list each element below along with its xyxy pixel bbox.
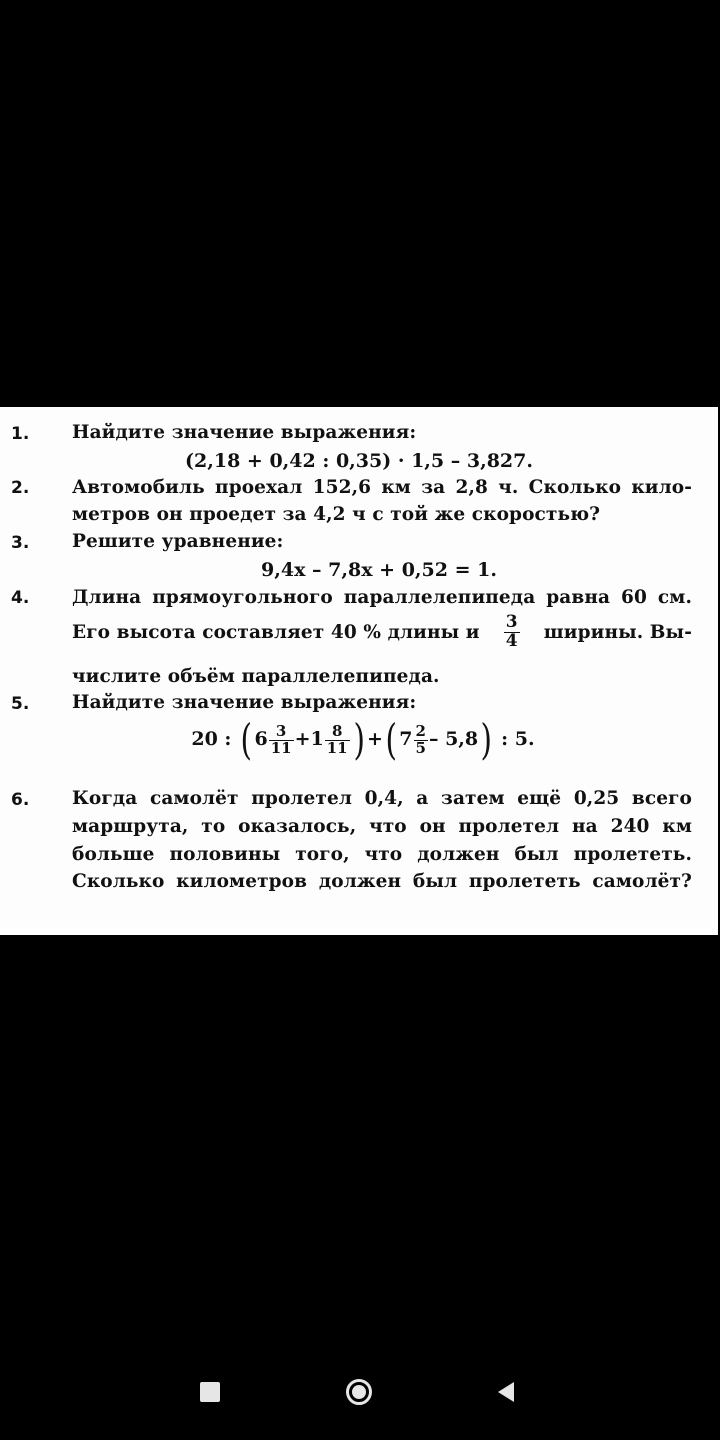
left-paren: ( bbox=[385, 715, 397, 764]
task-4-line-3: числите объём параллелепипеда. bbox=[72, 666, 440, 687]
task-4-line-2a: Его высота составляет 40 % длины и bbox=[72, 621, 480, 643]
back-triangle-icon bbox=[493, 1379, 519, 1405]
task-4-fraction bbox=[504, 614, 520, 651]
mixed-fraction bbox=[269, 721, 294, 757]
fraction-numerator: 8 bbox=[325, 724, 350, 741]
task-3-text: Решите уравнение: bbox=[72, 531, 284, 552]
task-3-formula: 9,4x – 7,8x + 0,52 = 1. bbox=[261, 559, 497, 581]
task-1-formula: (2,18 + 0,42 : 0,35) · 1,5 – 3,827. bbox=[185, 450, 533, 472]
textbook-photo bbox=[0, 407, 718, 935]
task-6-number: 6. bbox=[11, 790, 30, 810]
fraction-denominator: 4 bbox=[505, 630, 518, 651]
task-2-line-1: Автомобиль проехал 152,6 км за 2,8 ч. Сколько кило- bbox=[72, 477, 692, 498]
task-6-line-3: больше половины того, что должен был пролететь. bbox=[72, 844, 692, 865]
task-6-line-4: Сколько километров должен был пролететь самолёт? bbox=[72, 871, 692, 892]
expr-part: 20 : bbox=[191, 728, 232, 750]
right-paren: ) bbox=[353, 715, 365, 764]
square-icon bbox=[200, 1382, 220, 1402]
left-paren: ( bbox=[240, 715, 252, 764]
right-paren: ) bbox=[480, 715, 493, 764]
fraction-numerator: 3 bbox=[505, 612, 518, 632]
task-3-number: 3. bbox=[11, 533, 30, 553]
task-4-line-1: Длина прямоугольного параллелепипеда равна 60 см. bbox=[72, 587, 692, 608]
expr-part: : 5. bbox=[501, 728, 535, 750]
plus-sign: + bbox=[366, 728, 383, 750]
task-1-number: 1. bbox=[11, 424, 30, 444]
home-circle-icon bbox=[346, 1379, 372, 1405]
home-button[interactable] bbox=[337, 1370, 381, 1414]
task-2-line-2: метров он проедет за 4,2 ч с той же скоростью? bbox=[72, 504, 601, 525]
task-5-text: Найдите значение выражения: bbox=[72, 692, 417, 713]
fraction-denominator: 5 bbox=[415, 738, 426, 757]
mixed-fraction bbox=[325, 721, 350, 757]
fraction-numerator: 3 bbox=[269, 724, 294, 741]
back-button[interactable] bbox=[484, 1370, 528, 1414]
task-6-line-2: маршрута, то оказалось, что он пролетел на 240 км bbox=[72, 816, 692, 837]
task-1-text: Найдите значение выражения: bbox=[72, 422, 417, 443]
task-6-line-1: Когда самолёт пролетел 0,4, а затем ещё 0,25 всего bbox=[72, 788, 692, 809]
mixed-fraction bbox=[414, 721, 428, 757]
task-4-line-2 bbox=[72, 614, 692, 651]
recent-apps-button[interactable] bbox=[188, 1370, 232, 1414]
fraction-numerator: 2 bbox=[415, 721, 426, 740]
task-2-number: 2. bbox=[11, 478, 30, 498]
navigation-bar bbox=[0, 1370, 720, 1414]
mixed-whole: 1 bbox=[310, 728, 324, 750]
task-5-expression bbox=[0, 715, 718, 764]
fraction-denominator: 11 bbox=[326, 738, 348, 757]
fraction-denominator: 11 bbox=[270, 738, 292, 757]
task-4-number: 4. bbox=[11, 588, 30, 608]
mixed-whole: 6 bbox=[254, 728, 268, 750]
task-4-line-2b: ширины. Вы- bbox=[543, 621, 692, 643]
task-5-number: 5. bbox=[11, 694, 30, 714]
mixed-whole: 7 bbox=[399, 728, 413, 750]
plus-sign: + bbox=[294, 728, 311, 750]
expr-part: – 5,8 bbox=[428, 728, 479, 750]
